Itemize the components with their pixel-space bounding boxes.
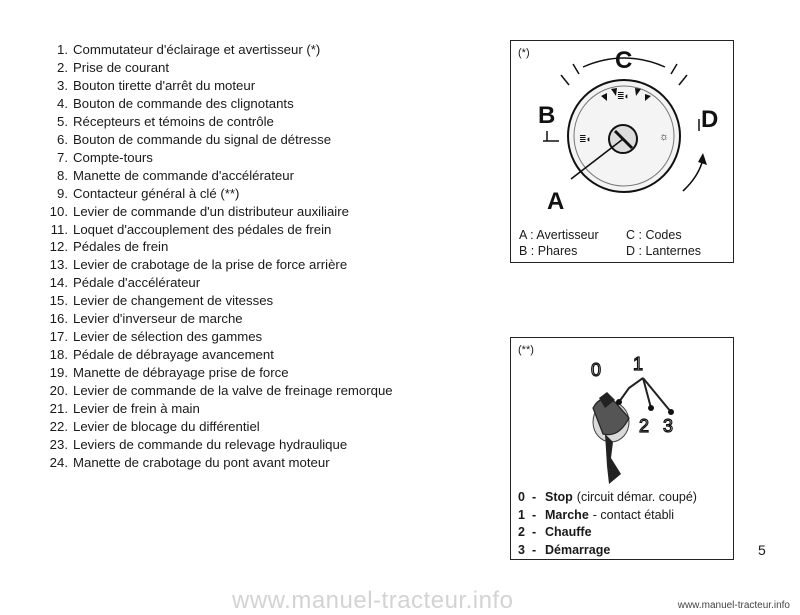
list-item xyxy=(42,292,482,310)
list-item-number: 20. xyxy=(49,383,68,399)
list-item-text: Contacteur général à clé (**) xyxy=(73,185,240,201)
list-item xyxy=(42,436,482,454)
list-item xyxy=(42,221,482,239)
step-description: - contact établi xyxy=(592,507,675,522)
list-item-text: Levier de blocage du différentiel xyxy=(73,419,260,435)
step-number: 2 xyxy=(518,525,525,539)
step-row xyxy=(518,542,697,560)
list-item-text: Levier de commande d'un distributeur auxiliaire xyxy=(73,203,349,219)
list-item-text: Levier de commande de la valve de freinage remorque xyxy=(73,383,393,399)
step-row xyxy=(518,489,697,507)
components-list xyxy=(42,41,482,472)
step-title: Démarrage xyxy=(545,542,611,557)
list-item xyxy=(42,149,482,167)
position-1: 1 xyxy=(633,354,644,374)
list-item-number: 16. xyxy=(49,311,68,327)
step-number: 3 xyxy=(518,542,525,557)
list-item-text: Prise de courant xyxy=(73,59,170,75)
list-item-number: 4. xyxy=(57,95,68,111)
list-item-number: 12. xyxy=(49,239,68,255)
list-item xyxy=(42,400,482,418)
list-item xyxy=(42,256,482,274)
svg-text:≣◐: ≣◐ xyxy=(617,91,630,101)
step-row xyxy=(518,524,697,542)
legend-right: C : Codes xyxy=(626,228,682,242)
lighting-legend xyxy=(519,227,701,259)
position-2: 2 xyxy=(639,416,650,436)
step-title: Stop xyxy=(545,490,573,504)
step-row xyxy=(518,507,697,525)
list-item-text: Bouton tirette d'arrêt du moteur xyxy=(73,77,256,93)
list-item xyxy=(42,274,482,292)
figure-note: (*) xyxy=(518,47,530,59)
watermark: www.manuel-tracteur.info xyxy=(232,587,514,614)
list-item-number: 14. xyxy=(49,275,68,291)
list-item xyxy=(42,454,482,472)
list-item xyxy=(42,113,482,131)
svg-text:≣◐: ≣◐ xyxy=(579,134,592,144)
list-item xyxy=(42,59,482,77)
list-item xyxy=(42,41,482,59)
list-item-text: Pédale de débrayage avancement xyxy=(73,347,274,363)
list-item-text: Manette de commande d'accélérateur xyxy=(73,167,294,183)
list-item-number: 18. xyxy=(49,347,68,363)
ignition-switch-figure xyxy=(510,337,734,560)
list-item-number: 10. xyxy=(49,203,68,219)
step-description: (circuit démar. coupé) xyxy=(576,490,697,504)
step-number: 0 xyxy=(518,490,525,504)
list-item xyxy=(42,346,482,364)
list-item xyxy=(42,418,482,436)
position-3: 3 xyxy=(663,416,674,436)
list-item-text: Levier de sélection des gammes xyxy=(73,329,263,345)
figure-note: (**) xyxy=(518,344,534,356)
list-item-number: 1. xyxy=(57,42,68,57)
list-item-text: Levier d'inverseur de marche xyxy=(73,311,243,327)
step-title: Marche xyxy=(545,507,589,522)
list-item-text: Levier de changement de vitesses xyxy=(73,293,274,309)
label-d: D xyxy=(701,106,719,133)
list-item-text: Levier de crabotage de la prise de force arrière xyxy=(73,257,348,273)
list-item-number: 3. xyxy=(57,77,68,93)
list-item-text: Leviers de commande du relevage hydraulique xyxy=(73,436,348,452)
list-item xyxy=(42,238,482,256)
label-a: A xyxy=(547,188,565,215)
page-number: 5 xyxy=(758,542,766,558)
ignition-steps xyxy=(518,489,697,559)
list-item-number: 7. xyxy=(57,149,68,165)
label-b: B xyxy=(538,102,556,129)
step-title: Chauffe xyxy=(545,525,592,539)
step-dash: - xyxy=(532,525,537,539)
list-item-number: 17. xyxy=(49,329,68,345)
position-0: 0 xyxy=(591,360,602,380)
list-item-number: 21. xyxy=(49,401,68,417)
list-item-text: Bouton de commande des clignotants xyxy=(73,95,294,111)
list-item-number: 8. xyxy=(57,167,68,183)
step-dash: - xyxy=(532,507,537,522)
list-item-text: Pédale d'accélérateur xyxy=(73,275,201,291)
legend-left: B : Phares xyxy=(519,244,578,258)
list-item xyxy=(42,203,482,221)
list-item xyxy=(42,364,482,382)
list-item-text: Manette de débrayage prise de force xyxy=(73,365,289,381)
list-item-text: Commutateur d'éclairage et avertisseur (*) xyxy=(73,42,321,57)
list-item-text: Levier de frein à main xyxy=(73,401,200,417)
list-item-number: 15. xyxy=(49,293,68,309)
list-item-number: 2. xyxy=(57,59,68,75)
list-item xyxy=(42,185,482,203)
step-dash: - xyxy=(532,542,537,557)
list-item-text: Récepteurs et témoins de contrôle xyxy=(73,113,274,129)
list-item-number: 13. xyxy=(49,257,68,273)
list-item-text: Compte-tours xyxy=(73,149,153,165)
list-item-text: Bouton de commande du signal de détresse xyxy=(73,131,332,147)
list-item xyxy=(42,95,482,113)
list-item-number: 23. xyxy=(49,436,68,452)
svg-text:☼: ☼ xyxy=(659,131,670,143)
list-item xyxy=(42,382,482,400)
list-item-text: Pédales de frein xyxy=(73,239,169,255)
lighting-switch-figure xyxy=(510,40,734,263)
step-dash: - xyxy=(532,490,537,504)
list-item-number: 9. xyxy=(57,185,68,201)
list-item-number: 6. xyxy=(57,131,68,147)
list-item-number: 5. xyxy=(57,113,68,129)
list-item xyxy=(42,310,482,328)
list-item-number: 19. xyxy=(49,365,68,381)
legend-left: A : Avertisseur xyxy=(519,228,599,242)
list-item-number: 11. xyxy=(50,221,68,237)
list-item-text: Manette de crabotage du pont avant moteur xyxy=(73,454,330,470)
list-item-number: 22. xyxy=(49,419,68,435)
list-item-text: Loquet d'accouplement des pédales de frein xyxy=(73,221,332,237)
list-item xyxy=(42,77,482,95)
list-item xyxy=(42,328,482,346)
legend-row xyxy=(519,227,701,243)
footer-url: www.manuel-tracteur.info xyxy=(677,600,790,611)
list-item-number: 24. xyxy=(49,454,68,470)
legend-row xyxy=(519,243,701,259)
legend-right: D : Lanternes xyxy=(626,244,702,258)
list-item xyxy=(42,167,482,185)
label-c: C xyxy=(615,47,633,74)
list-item xyxy=(42,131,482,149)
step-number: 1 xyxy=(518,507,525,522)
